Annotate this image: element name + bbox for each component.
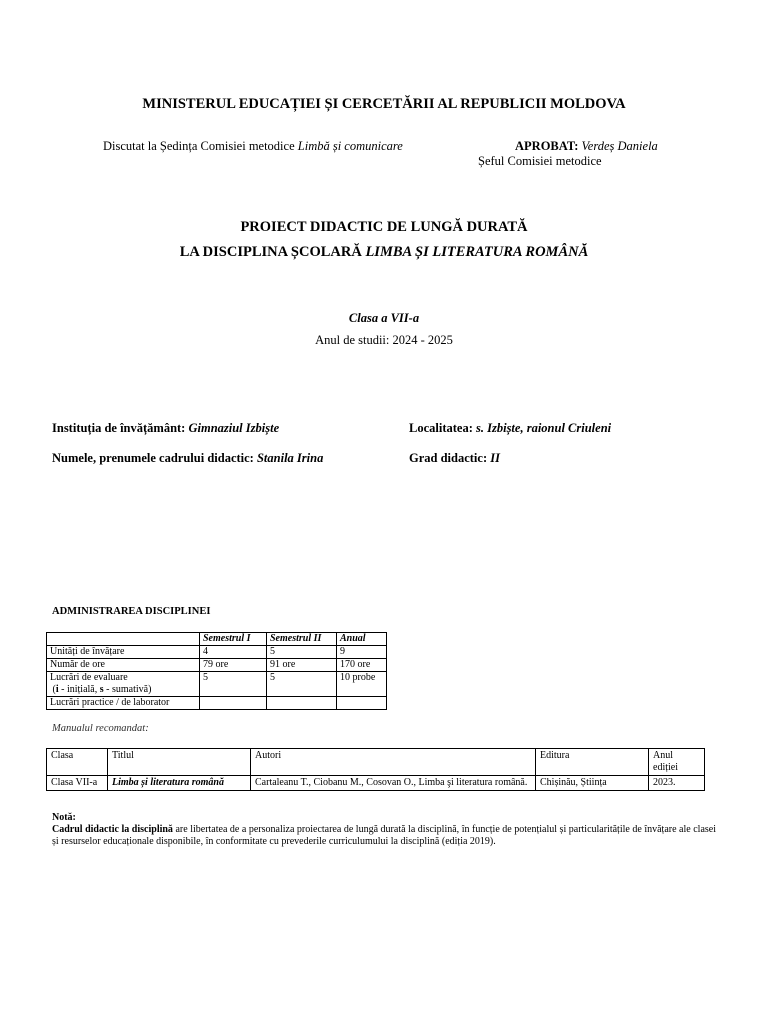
cell-s2: [267, 697, 337, 710]
admin-header-empty: [47, 633, 200, 646]
eval-note-mid: - inițială,: [58, 684, 100, 695]
sef-comisie: Șeful Comisiei metodice: [478, 154, 602, 168]
manual-table: [46, 748, 705, 791]
grade-line: [409, 451, 500, 466]
admin-header-s2: Semestrul II: [267, 633, 337, 646]
class-label: Clasa a VII-a: [348, 311, 420, 325]
row-label: Număr de ore: [47, 659, 200, 672]
teacher-label: Numele, prenumele cadrului didactic:: [52, 451, 257, 465]
cell-s2: 5: [267, 672, 337, 697]
eval-note-s: s: [99, 684, 104, 695]
manual-cell-titlul: Limba și literatura română: [108, 776, 251, 791]
ministry-title: MINISTERUL EDUCAȚIEI ȘI CERCETĂRII AL REPUBLICII MOLDOVA: [142, 96, 626, 112]
note-block: [52, 812, 716, 848]
table-row: [47, 646, 387, 659]
teacher-line: [52, 451, 323, 466]
eval-label: Lucrări de evaluare: [50, 672, 128, 683]
manual-cell-autori: Cartaleanu T., Ciobanu M., Cosovan O., Limba şi literatura română.: [251, 776, 536, 791]
admin-header-anual: Anual: [337, 633, 387, 646]
note-body: are libertatea de a personaliza proiectarea de lungă durată la disciplină, în funcție de potențialul și particularitățile de învățare ale clasei și resurselor educaționale disponibile, în conformitate cu prevederile curriculumului la disciplină (ediția 2019).: [52, 824, 716, 847]
subtitle-subject: LIMBA ȘI LITERATURA ROMÂNĂ: [365, 244, 589, 260]
document-title: PROIECT DIDACTIC DE LUNGĂ DURATĂ: [240, 219, 528, 235]
row-label-eval: [47, 672, 200, 697]
institution-label: Instituția de învățământ:: [52, 421, 189, 435]
table-row: [47, 659, 387, 672]
aprobat-name: Verdeș Daniela: [578, 139, 658, 153]
school-year: Anul de studii: 2024 - 2025: [315, 333, 453, 347]
teacher-value: Stanila Irina: [256, 451, 324, 465]
table-row: [47, 749, 705, 776]
note-bold: Cadrul didactic la disciplină: [52, 824, 173, 835]
cell-s1: [200, 697, 267, 710]
manual-header-anul: Anul ediției: [649, 749, 705, 776]
manual-header-autori: Autori: [251, 749, 536, 776]
discutat-comisie: Limbă și comunicare: [297, 139, 403, 153]
grade-label: Grad didactic:: [409, 451, 491, 465]
cell-s2: 91 ore: [267, 659, 337, 672]
eval-note-i: i: [55, 684, 59, 695]
grade-value: II: [490, 451, 500, 465]
table-row: [47, 633, 387, 646]
manual-cell-editura: Chișinău, Știința: [536, 776, 649, 791]
row-label: Lucrări practice / de laborator: [47, 697, 200, 710]
discutat-prefix: Discutat la Ședința Comisiei metodice: [103, 139, 298, 153]
document-subtitle: [0, 244, 768, 261]
manual-label: Manualul recomandat:: [52, 723, 149, 734]
locality-line: [409, 421, 611, 436]
manual-header-clasa: Clasa: [47, 749, 108, 776]
eval-note-end: - sumativă): [103, 684, 152, 695]
table-row: [47, 776, 705, 791]
subtitle-prefix: LA DISCIPLINA ȘCOLARĂ: [179, 244, 366, 260]
admin-heading: ADMINISTRAREA DISCIPLINEI: [52, 606, 211, 617]
manual-cell-clasa: Clasa VII-a: [47, 776, 108, 791]
aprobat-line: [515, 139, 658, 154]
note-text: [52, 824, 716, 848]
cell-anual: 9: [337, 646, 387, 659]
cell-s1: 79 ore: [200, 659, 267, 672]
discutat-line: [103, 139, 403, 154]
admin-table: [46, 632, 387, 710]
institution-line: [52, 421, 279, 436]
table-row: [47, 697, 387, 710]
cell-anual: [337, 697, 387, 710]
cell-s2: 5: [267, 646, 337, 659]
cell-s1: 4: [200, 646, 267, 659]
row-label: Unități de învățare: [47, 646, 200, 659]
locality-label: Localitatea:: [409, 421, 476, 435]
manual-header-editura: Editura: [536, 749, 649, 776]
note-label: Notă:: [52, 812, 76, 823]
eval-note: (i - inițială, s - sumativă): [50, 684, 152, 695]
manual-cell-anul: 2023.: [649, 776, 705, 791]
admin-header-s1: Semestrul I: [200, 633, 267, 646]
locality-value: s. Izbiște, raionul Criuleni: [476, 421, 612, 435]
aprobat-label: APROBAT:: [515, 139, 579, 153]
table-row: [47, 672, 387, 697]
institution-value: Gimnaziul Izbiște: [188, 421, 280, 435]
cell-anual: 10 probe: [337, 672, 387, 697]
cell-anual: 170 ore: [337, 659, 387, 672]
manual-header-titlul: Titlul: [108, 749, 251, 776]
cell-s1: 5: [200, 672, 267, 697]
